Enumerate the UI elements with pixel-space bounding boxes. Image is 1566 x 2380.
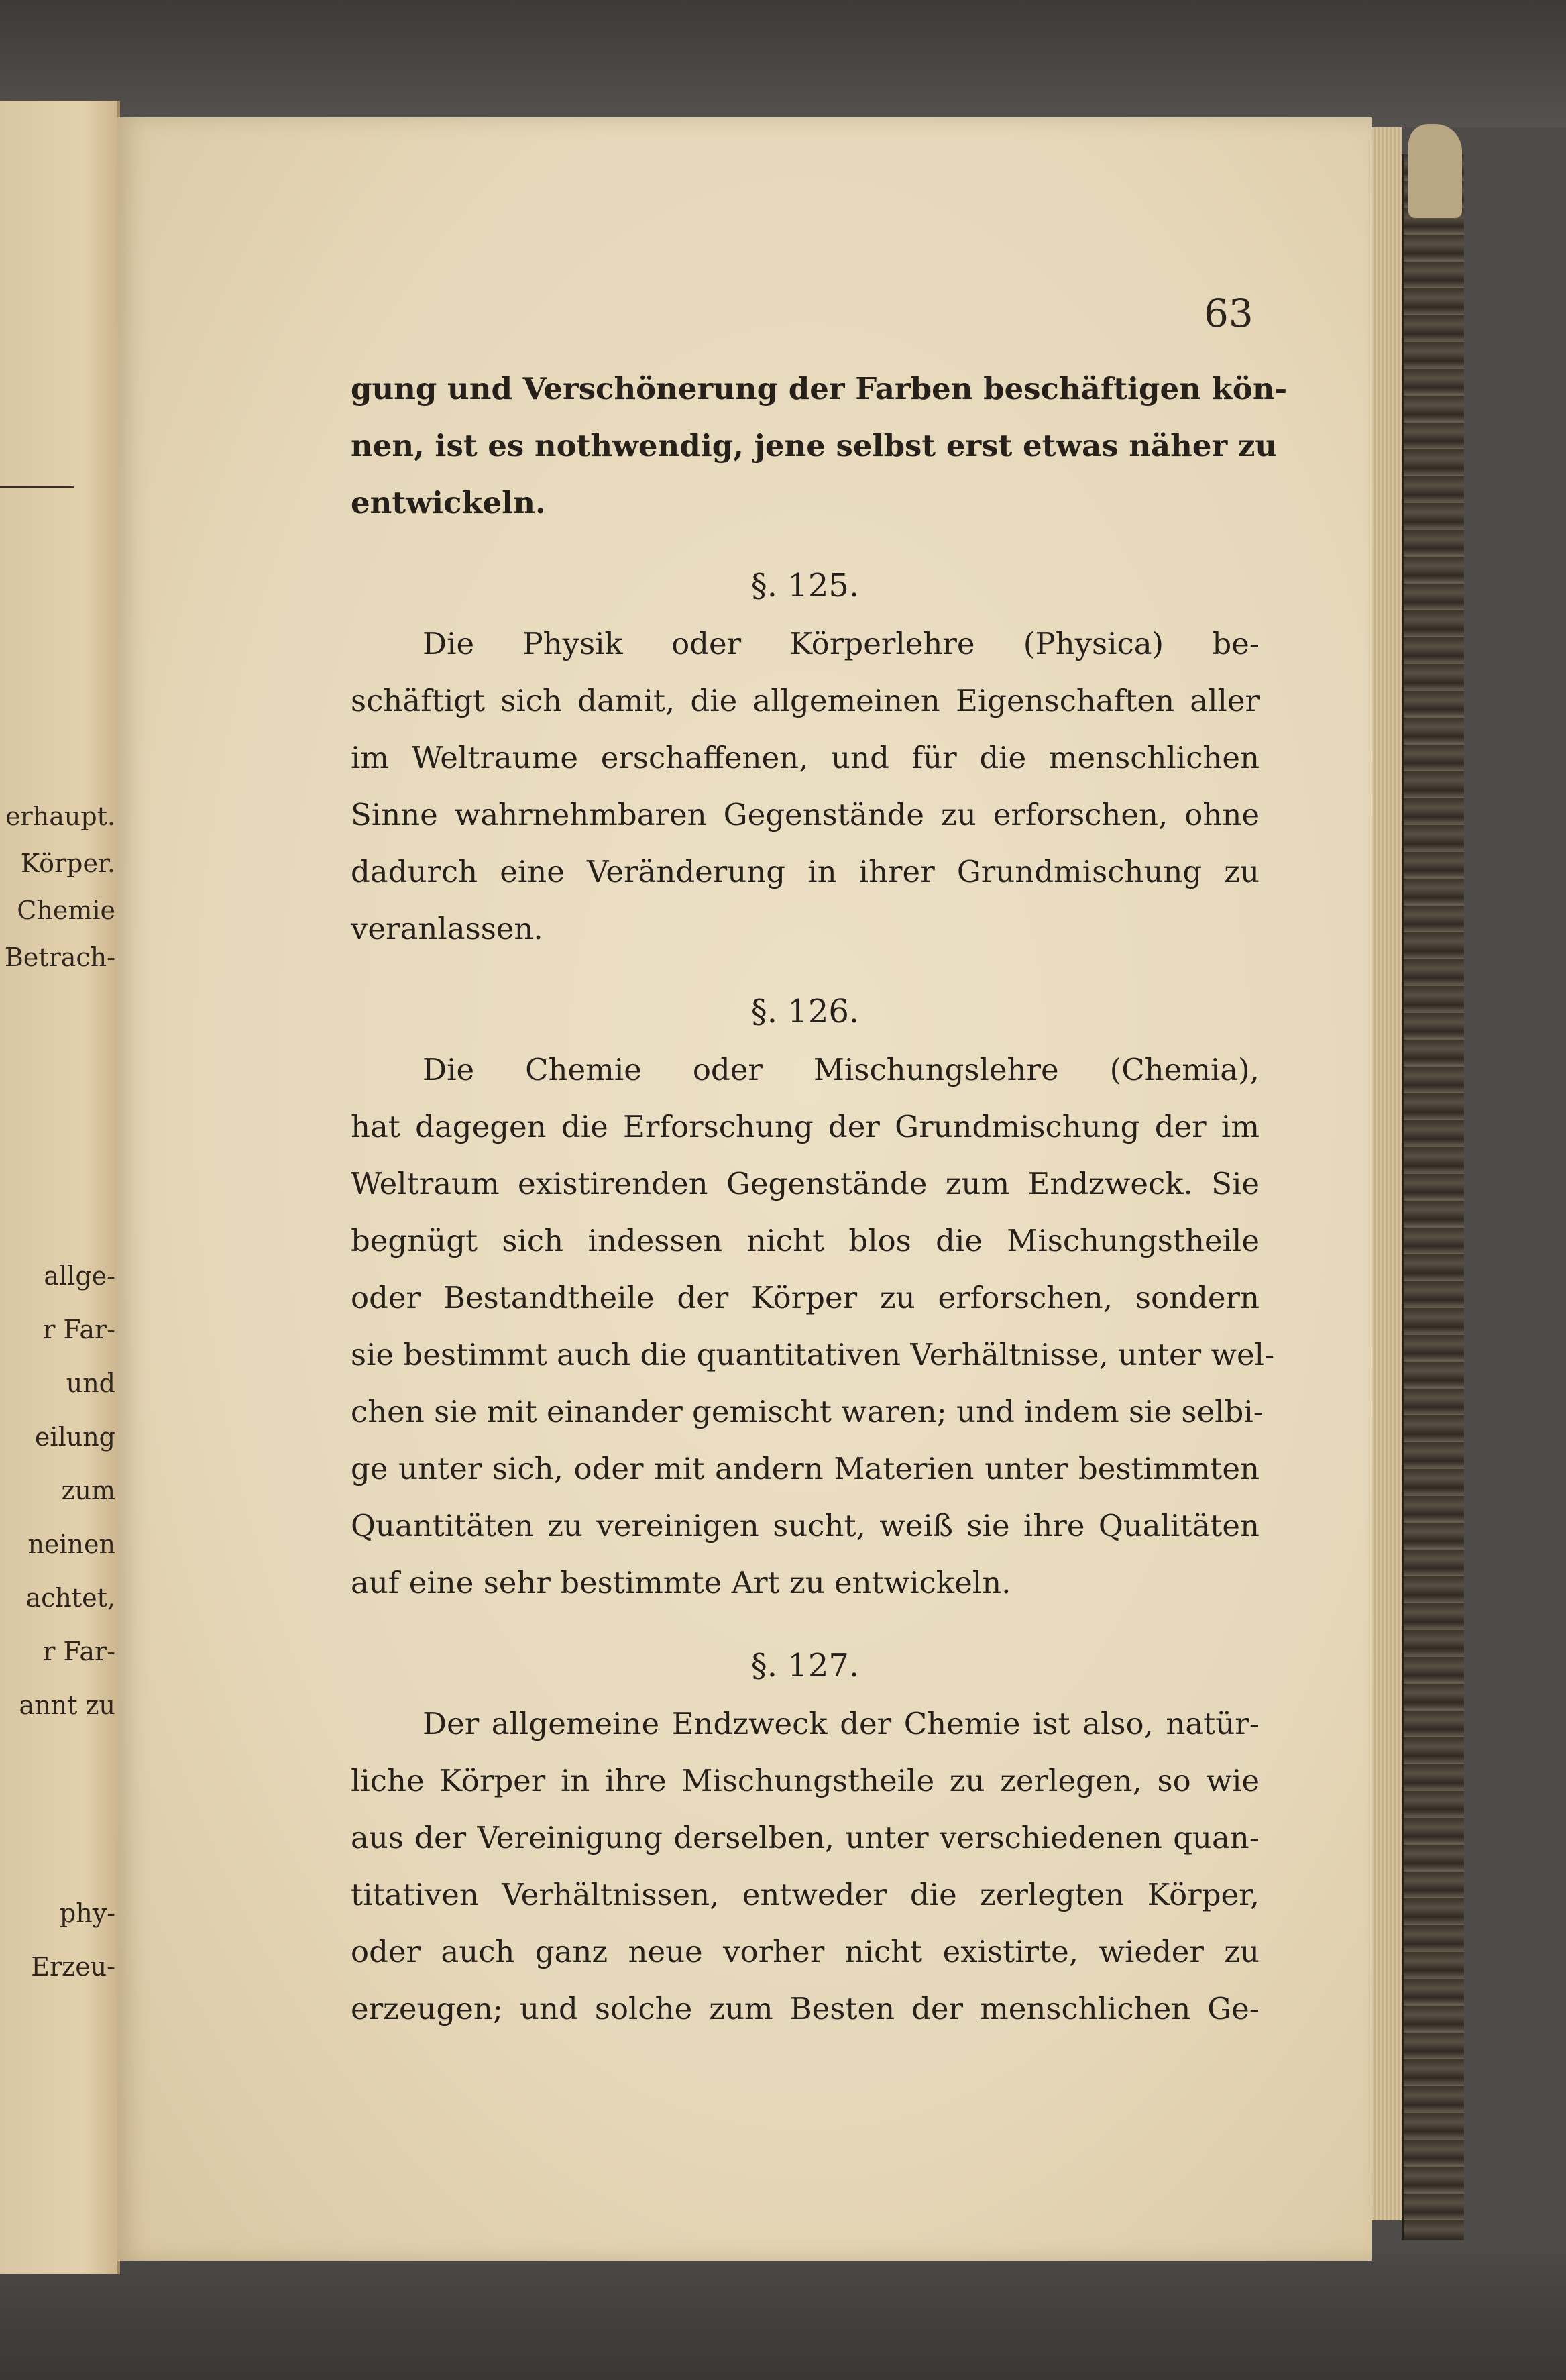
left-fragment: neinen (27, 1529, 115, 1559)
section-heading: §. 126. (750, 993, 860, 1030)
left-fragment: zum (61, 1476, 115, 1505)
text-line: im Weltraume erschaffenen, und für die menschlichen (351, 740, 1260, 775)
left-fragment: Chemie (17, 896, 115, 925)
text-line: Die Physik oder Körperlehre (Physica) be- (423, 626, 1260, 661)
text-line: liche Körper in ihre Mischungstheile zu zerlegen, so wie (351, 1763, 1260, 1798)
text-line: Quantitäten zu vereinigen sucht, weiß sie ihre Qualitäten (351, 1508, 1260, 1544)
left-page-rule (0, 486, 74, 488)
left-fragment: eilung (34, 1422, 115, 1452)
text-line: Die Chemie oder Mischungslehre (Chemia), (423, 1052, 1260, 1087)
text-line: sie bestimmt auch die quantitativen Verhältnisse, unter wel- (351, 1337, 1275, 1372)
background-top (0, 0, 1566, 127)
text-line: erzeugen; und solche zum Besten der menschlichen Ge- (351, 1991, 1260, 2026)
text-line: veranlassen. (351, 911, 543, 946)
section-heading: §. 125. (750, 567, 860, 604)
text-line: dadurch eine Veränderung in ihrer Grundmischung zu (351, 854, 1260, 889)
text-line: oder Bestandtheile der Körper zu erforschen, sondern (351, 1280, 1260, 1315)
left-fragment: Betrach- (4, 942, 115, 972)
text-line: nen, ist es nothwendig, jene selbst erst etwas näher zu (351, 428, 1278, 464)
text-line: oder auch ganz neue vorher nicht existirte, wieder zu (351, 1934, 1260, 1969)
page-number: 63 (1204, 290, 1253, 336)
left-fragment: allge- (44, 1261, 115, 1291)
left-fragment: phy- (59, 1898, 115, 1928)
left-fragment: erhaupt. (5, 802, 115, 831)
text-line: hat dagegen die Erforschung der Grundmischung der im (351, 1109, 1260, 1144)
text-line: Weltraum existirenden Gegenstände zum Endzweck. Sie (351, 1166, 1260, 1201)
left-fragment: annt zu (19, 1690, 115, 1720)
left-fragment: achtet, (25, 1583, 115, 1613)
left-fragment: und (66, 1368, 115, 1398)
text-line: chen sie mit einander gemischt waren; und indem sie selbi- (351, 1394, 1264, 1429)
section-heading: §. 127. (750, 1647, 860, 1684)
left-facing-page (0, 101, 120, 2274)
text-line: begnügt sich indessen nicht blos die Mischungstheile (351, 1223, 1260, 1258)
book-spine (1402, 154, 1464, 2240)
text-line: auf eine sehr bestimmte Art zu entwickeln. (351, 1565, 1011, 1601)
text-line: aus der Vereinigung derselben, unter verschiedenen quan- (351, 1820, 1260, 1855)
text-line: gung und Verschönerung der Farben beschäftigen kön- (351, 371, 1288, 407)
background-bottom (0, 2254, 1566, 2380)
text-line: ge unter sich, oder mit andern Materien unter bestimmten (351, 1451, 1260, 1486)
text-line: titativen Verhältnissen, entweder die zerlegten Körper, (351, 1877, 1260, 1912)
left-fragment: r Far- (43, 1637, 115, 1666)
left-fragment: Körper. (20, 849, 115, 878)
left-fragment: Erzeu- (31, 1952, 115, 1982)
text-line: Sinne wahrnehmbaren Gegenstände zu erforschen, ohne (351, 797, 1260, 832)
left-fragment: r Far- (43, 1315, 115, 1344)
spine-tear (1408, 124, 1462, 218)
text-line: schäftigt sich damit, die allgemeinen Eigenschaften aller (351, 683, 1260, 718)
text-line: Der allgemeine Endzweck der Chemie ist also, natür- (423, 1706, 1260, 1741)
text-line: entwickeln. (351, 485, 546, 521)
book-page (117, 117, 1372, 2261)
